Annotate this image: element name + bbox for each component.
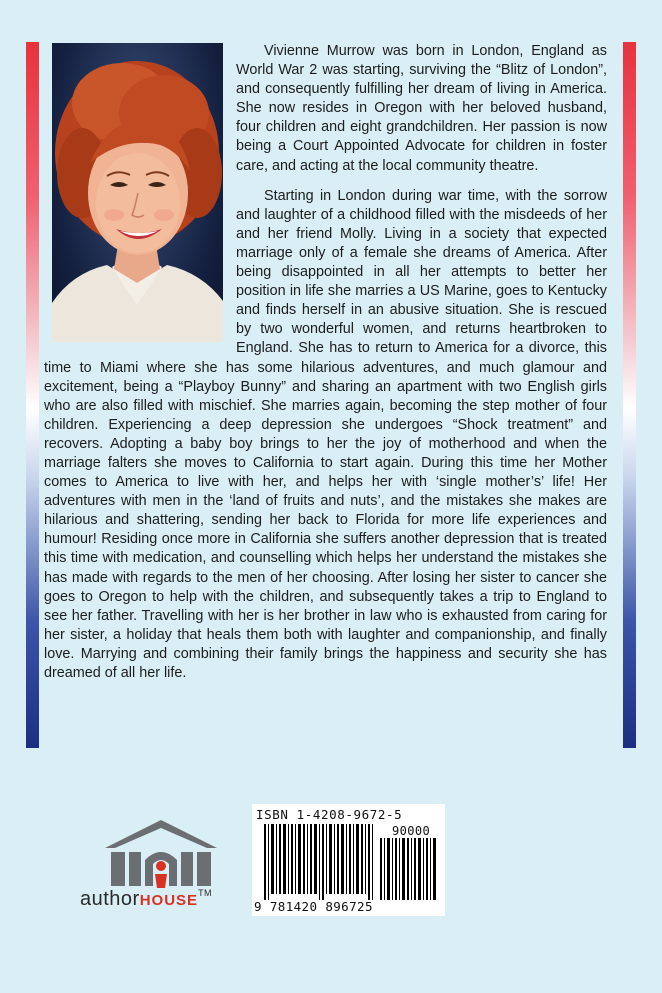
- ean-number: 9 781420 896725: [254, 899, 373, 914]
- bio-paragraph-2: Starting in London during war time, with the sorrow and laughter of a childhood filled with the misdeeds of her and her friend Molly. Living in a society that expected marriage only of a female she dreams of America. After being disappointed in all her attempts to better her position in life she marries a US Marine, goes to Kentucky and finds herself in an abusive situation. She is rescued by two wonderful women, and returns heartbroken to England. She has to return to America for a divorce, this time to Miami where she has some hilarious adventures, and much glamour and excitement, being a “Playboy Bunny” and sharing an apartment with two English girls who are also filled with mischief. She marries again, becoming the step mother of four children. Experiencing a deep depression she undergoes “Shock treatment” and recovers. Adopting a baby boy brings to her the joy of motherhood and when the marriage falters she moves to California to start again. During this time her Mother comes to America to live with her, and helps her with ‘single mother’s’ life! Her adventures with men in the ‘land of fruits and nuts’, and the mistakes she makes are hilarious and shattering, sending her back to Florida for more life experiences and humour! Residing once more in California she suffers another depression that is treated this time with medication, and counselling which helps her understand the mistakes she has made with regards to the men of her choosing. After losing her sister to cancer she goes to Oregon to help with the children, and subsequently takes a trip to England to see her father. Travelling with her is her brother in law who is exhausted from caring for her sister, a holiday that heals them both with laughter and companionship, and finally love. Marrying and combining their family brings the happiness and security she has dreamed of all her life.: [44, 187, 607, 681]
- trademark-symbol: TM: [198, 888, 213, 898]
- right-decorative-stripe: [623, 42, 636, 748]
- isbn-barcode: [252, 804, 445, 916]
- bio-paragraph-1: Vivienne Murrow was born in London, England as World War 2 was starting, surviving the “Blitz of London”, and consequently fulfilling her dream of living in America. She now resides in Oregon with her beloved husband, four children and eight grandchildren. Her passion is now being a Court Appointed Advocate for children in foster care, and acting at the local community theatre.: [236, 43, 607, 174]
- price-addon-code: 90000: [392, 824, 431, 838]
- publisher-word-author: author: [80, 888, 140, 910]
- publisher-word-house: HOUSE: [139, 892, 199, 909]
- publisher-wordmark: [80, 888, 212, 911]
- author-biography: [44, 42, 607, 683]
- left-decorative-stripe: [26, 42, 39, 748]
- house-logo-icon: [101, 818, 221, 888]
- isbn-label: ISBN 1-4208-9672-5: [256, 807, 403, 822]
